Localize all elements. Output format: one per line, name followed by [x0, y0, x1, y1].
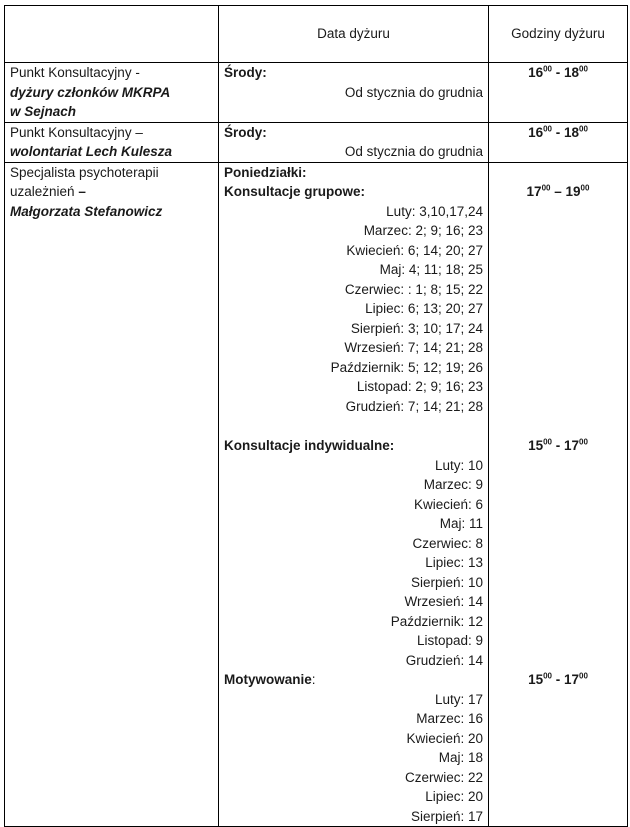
list-item: Wrzesień: 7; 14; 21; 28: [344, 340, 483, 355]
provider-cell: [5, 122, 219, 162]
motiv-dates-list: [224, 690, 483, 827]
spacer: [224, 416, 483, 436]
header-date: Data dyżuru: [219, 6, 489, 63]
provider-line: dyżury członków MKRPA: [10, 84, 171, 100]
list-item: Kwiecień: 20: [406, 730, 483, 746]
list-item: Kwiecień: 6: [413, 496, 483, 512]
date-cell: [219, 63, 489, 123]
provider-line: Punkt Konsultacyjny -: [10, 65, 140, 80]
list-item: Październik: 5; 12; 19; 26: [330, 359, 483, 375]
list-item: Marzec: 16: [416, 711, 483, 726]
provider-line: w Sejnach: [10, 104, 77, 119]
list-item: Kwiecień: 6; 14; 20; 27: [346, 242, 483, 258]
schedule-table: [4, 5, 628, 827]
table-row: [5, 63, 628, 123]
header-hours: Godziny dyżuru: [489, 6, 628, 63]
provider-line: Małgorzata Stefanowicz: [10, 203, 163, 219]
day-label: Środy:: [224, 124, 267, 140]
list-item: Wrzesień: 14: [404, 594, 483, 609]
group-hours-text: $17^{00} - 19^{00}$: [526, 183, 590, 199]
hours-text: $16^{00} - 18^{00}$: [528, 124, 588, 140]
table-row: [5, 162, 628, 827]
indiv-dates-list: [224, 456, 483, 671]
provider-line: wolontariat Lech Kulesza: [10, 144, 173, 159]
list-item: Sierpień: 10: [410, 574, 483, 590]
list-item: Luty: 17: [434, 691, 483, 707]
motivation-label: Motywowanie:: [224, 672, 316, 687]
list-item: Lipiec: 20: [425, 789, 483, 804]
list-item: Czerwiec: : 1; 8; 15; 22: [344, 281, 483, 297]
hours-cell: [489, 63, 628, 123]
day-label: Środy:: [224, 65, 267, 80]
list-item: Marzec: 2; 9; 16; 23: [363, 223, 483, 238]
list-item: Lipiec: 6; 13; 20; 27: [365, 301, 483, 316]
provider-line: Specjalista psychoterapii: [10, 164, 159, 180]
indiv-consult-label: Konsultacje indywidualne:: [224, 438, 395, 453]
motiv-hours-text: $15^{00} - 17^{00}$: [528, 671, 588, 687]
list-item: Maj: 4; 11; 18; 25: [379, 262, 483, 277]
list-item: Grudzień: 14: [405, 652, 483, 668]
spacer: [494, 202, 622, 437]
list-item: Marzec: 9: [423, 477, 483, 492]
provider-cell: [5, 162, 219, 827]
group-consult-label: Konsultacje grupowe:: [224, 184, 366, 199]
list-item: Luty: 3,10,17,24: [386, 203, 483, 219]
spacer: [494, 456, 622, 671]
provider-cell: [5, 63, 219, 123]
list-item: Sierpień: 3; 10; 17; 24: [350, 320, 483, 336]
header-row: [5, 6, 628, 63]
list-item: Maj: 11: [439, 516, 483, 531]
provider-line: Punkt Konsultacyjny –: [10, 124, 143, 140]
date-cell: [219, 122, 489, 162]
day-label: Poniedziałki:: [224, 164, 307, 180]
hours-cell: [489, 162, 628, 827]
table-row: [5, 122, 628, 162]
list-item: Październik: 12: [390, 613, 483, 629]
group-dates-list: [224, 202, 483, 417]
period-text: Od stycznia do grudnia: [344, 144, 483, 159]
list-item: Luty: 10: [434, 457, 483, 473]
hours-text: $16^{00} - 18^{00}$: [528, 64, 588, 80]
list-item: Grudzień: 7; 14; 21; 28: [345, 398, 483, 414]
provider-line: uzależnień –: [10, 184, 86, 199]
list-item: Czerwiec: 22: [404, 769, 483, 785]
list-item: Listopad: 2; 9; 16; 23: [356, 379, 483, 394]
list-item: Czerwiec: 8: [412, 535, 483, 551]
period-text: Od stycznia do grudnia: [344, 84, 483, 100]
indiv-hours-text: $15^{00} - 17^{00}$: [528, 437, 588, 453]
list-item: Maj: 18: [438, 750, 483, 765]
spacer: [494, 163, 622, 183]
list-item: Listopad: 9: [416, 633, 483, 648]
hours-cell: [489, 122, 628, 162]
header-empty-cell: [5, 6, 219, 63]
date-cell: [219, 162, 489, 827]
list-item: Lipiec: 13: [425, 555, 483, 570]
list-item: Sierpień: 17: [410, 808, 483, 824]
